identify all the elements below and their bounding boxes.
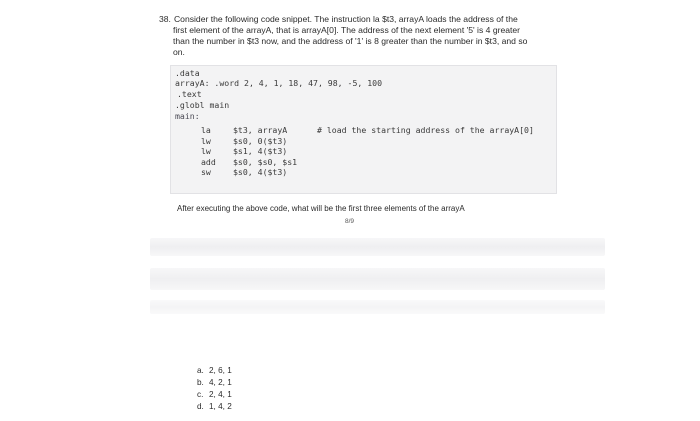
code-args: $s0, $s0, $s1 (233, 156, 298, 167)
option-text: 2, 6, 1 (209, 366, 232, 375)
blur-band (150, 238, 605, 256)
question-line: first element of the arrayA, that is arrayA[0]. The address of the next element '5' is 4 greater (173, 25, 521, 35)
code-globl: .globl main (175, 100, 230, 110)
answer-option-c[interactable] (197, 390, 232, 399)
score-label: 8/9 (345, 218, 355, 225)
code-comment: # load the starting address of the arrayA[0] (317, 125, 534, 135)
code-args-column (233, 125, 297, 178)
question-text (159, 14, 564, 58)
question-prompt: After executing the above code, what will be the first three elements of the arrayA (177, 204, 465, 213)
code-opcode: add (201, 156, 216, 167)
option-letter: c. (197, 390, 204, 399)
option-text: 1, 4, 2 (209, 402, 232, 411)
code-args: $t3, arrayA (233, 125, 288, 135)
answer-option-b[interactable] (197, 378, 232, 387)
question-line: than the number in $t3 now, and the address of '1' is 8 greater than the number in $t3, and so (173, 36, 528, 46)
code-data-directive: .data (175, 68, 200, 78)
option-text: 2, 4, 1 (209, 390, 232, 399)
question-line-text: Consider the following code snippet. The instruction la $t3, arrayA loads the address of the (173, 14, 518, 24)
blur-band (150, 300, 605, 314)
code-opcode: sw (201, 167, 211, 178)
code-args: $s0, 4($t3) (233, 167, 288, 178)
option-letter: d. (197, 402, 204, 411)
code-snippet (170, 65, 557, 194)
question-line: on. (173, 47, 185, 57)
code-args: $s0, 0($t3) (233, 135, 288, 146)
option-letter: a. (197, 366, 204, 375)
code-args: $s1, 4($t3) (233, 146, 288, 157)
code-opcode: la (201, 125, 211, 135)
option-text: 4, 2, 1 (209, 378, 232, 387)
question-line (159, 14, 564, 25)
answer-option-a[interactable] (197, 366, 232, 375)
blur-band (150, 268, 605, 290)
code-array-declaration: arrayA: .word 2, 4, 1, 18, 47, 98, -5, 100 (175, 78, 383, 88)
code-main-label: main: (175, 111, 200, 121)
answer-option-d[interactable] (197, 402, 232, 411)
option-letter: b. (197, 378, 204, 387)
code-opcode-column (201, 125, 216, 178)
code-text-directive: .text (177, 89, 202, 99)
question-number: 38. (159, 14, 171, 24)
code-opcode: lw (201, 135, 211, 146)
code-opcode: lw (201, 146, 211, 157)
